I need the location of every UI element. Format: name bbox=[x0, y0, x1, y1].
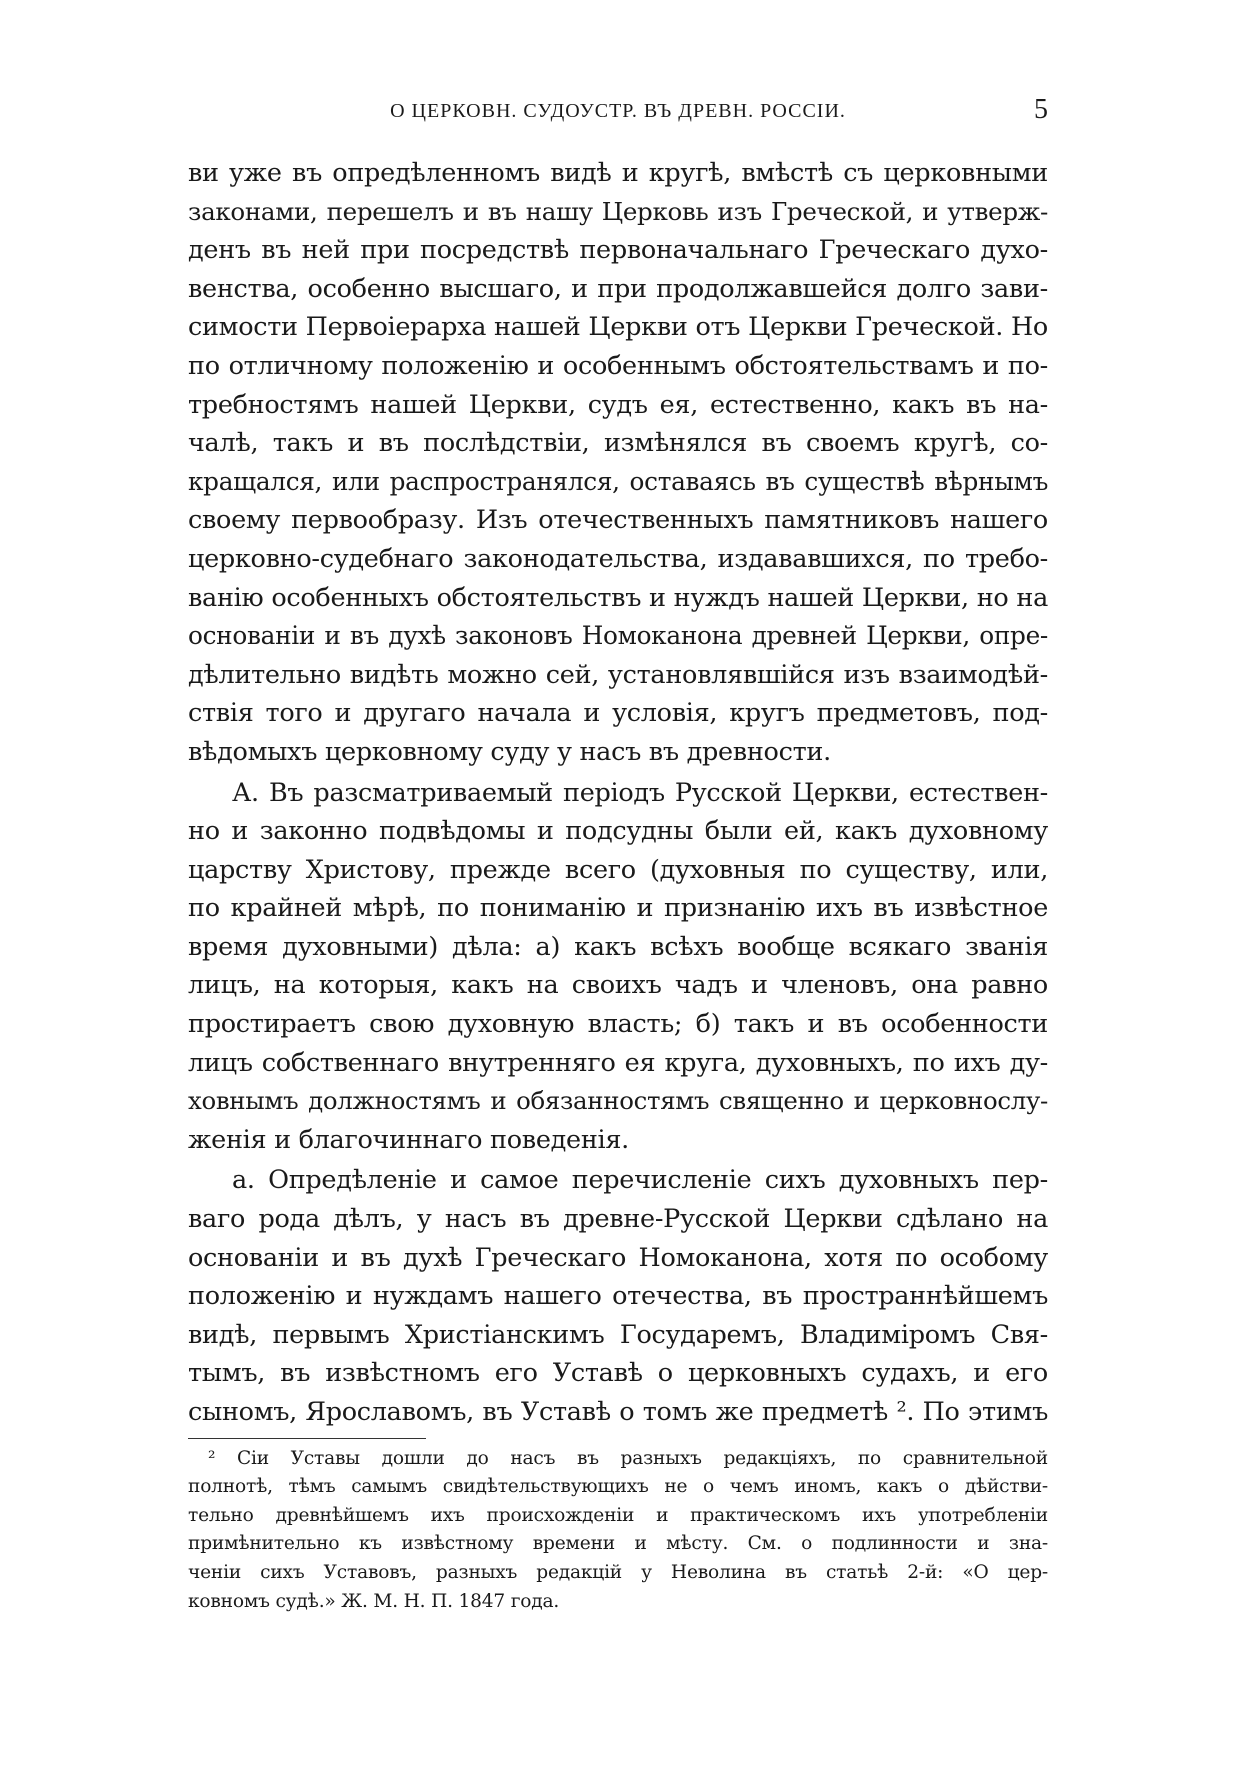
text-line: требностямъ нашей Церкви, судъ ея, естественно, какъ въ на- bbox=[188, 389, 1048, 420]
text-line: дѣлительно видѣть можно сей, установлявшійся изъ взаимодѣй- bbox=[188, 659, 1048, 690]
book-page bbox=[188, 94, 1048, 1616]
running-head bbox=[188, 94, 1048, 140]
footnote-line: полнотѣ, тѣмъ самымъ свидѣтельствующихъ не о чемъ иномъ, какъ о дѣйстви- bbox=[188, 1476, 1048, 1498]
text-line: по крайней мѣрѣ, по пониманію и признанію ихъ въ извѣстное bbox=[188, 893, 1048, 924]
paragraph-3 bbox=[188, 1161, 1048, 1431]
text-line: законами, перешелъ и въ нашу Церковь изъ Греческой, и утверж- bbox=[188, 196, 1048, 226]
text-line: своему первообразу. Изъ отечественныхъ памятниковъ нашего bbox=[188, 505, 1048, 536]
text-line: церковно-судебнаго законодательства, издававшихся, по требо- bbox=[188, 543, 1048, 574]
footnotes bbox=[188, 1445, 1048, 1617]
footnote-line: примѣнительно къ извѣстному времени и мѣсту. См. о подлинности и зна- bbox=[188, 1533, 1048, 1555]
footnote-line: тельно древнѣйшемъ ихъ происхожденіи и практическомъ ихъ употребленіи bbox=[188, 1504, 1048, 1526]
text-line: ваго рода дѣлъ, у насъ въ древне-Русской Церкви сдѣлано на bbox=[188, 1204, 1048, 1235]
text-line: женія и благочиннаго поведенія. bbox=[188, 1124, 629, 1155]
running-title: О ЦЕРКОВН. СУДОУСТР. ВЪ ДРЕВН. РОССІИ. bbox=[390, 100, 846, 122]
text-line: лицъ собственнаго внутренняго ея круга, духовныхъ, по ихъ ду- bbox=[188, 1047, 1048, 1078]
page-number: 5 bbox=[1034, 94, 1048, 125]
text-line: ствія того и другаго начала и условія, кругъ предметовъ, под- bbox=[188, 698, 1048, 729]
text-line: основаніи и въ духѣ законовъ Номоканона древней Церкви, опре- bbox=[188, 621, 1048, 651]
text-line: основаніи и въ духѣ Греческаго Номоканона, хотя по особому bbox=[188, 1242, 1048, 1273]
text-line: венства, особенно высшаго, и при продолжавшейся долго зави- bbox=[188, 273, 1048, 304]
text-line: положенію и нуждамъ нашего отечества, въ пространнѣйшемъ bbox=[188, 1281, 1048, 1312]
text-line: тымъ, въ извѣстномъ его Уставѣ о церковныхъ судахъ, и его bbox=[188, 1358, 1048, 1389]
footnote-line: ² Сіи Уставы дошли до насъ въ разныхъ редакціяхъ, по сравнительной bbox=[208, 1447, 1048, 1469]
text-line: вѣдомыхъ церковному суду у насъ въ древности. bbox=[188, 736, 831, 767]
text-line: по отличному положенію и особеннымъ обстоятельствамъ и по- bbox=[188, 350, 1048, 381]
text-line: кращался, или распространялся, оставаясь въ существѣ вѣрнымъ bbox=[188, 466, 1048, 496]
text-line: простираетъ свою духовную власть; б) такъ и въ особенности bbox=[188, 1009, 1048, 1040]
text-line: а. Опредѣленіе и самое перечисленіе сихъ духовныхъ пер- bbox=[232, 1165, 1048, 1196]
text-line: чалѣ, такъ и въ послѣдствіи, измѣнялся въ своемъ кругѣ, со- bbox=[188, 428, 1048, 459]
footnote-line: ковномъ судѣ.» Ж. М. Н. П. 1847 года. bbox=[188, 1590, 560, 1612]
text-line: лицъ, на которыя, какъ на своихъ чадъ и членовъ, она равно bbox=[188, 970, 1048, 1001]
paragraph-2 bbox=[188, 774, 1048, 1160]
text-line: царству Христову, прежде всего (духовныя по существу, или, bbox=[188, 854, 1048, 885]
footnote-2 bbox=[188, 1445, 1048, 1617]
footnote-line: ченіи сихъ Уставовъ, разныхъ редакцій у Неволина въ статьѣ 2-й: «О цер- bbox=[188, 1561, 1048, 1583]
text-line: А. Въ разсматриваемый періодъ Русской Церкви, естествен- bbox=[232, 777, 1048, 808]
footnote-rule bbox=[188, 1438, 426, 1439]
text-line: время духовными) дѣла: а) какъ всѣхъ вообще всякаго званія bbox=[188, 931, 1048, 962]
paragraph-1 bbox=[188, 154, 1048, 772]
text-line: ви уже въ опредѣленномъ видѣ и кругѣ, вмѣстѣ съ церковными bbox=[188, 158, 1048, 188]
text-line: видѣ, первымъ Христіанскимъ Государемъ, Владиміромъ Свя- bbox=[188, 1319, 1048, 1350]
text-line: ховнымъ должностямъ и обязанностямъ священно и церковнослу- bbox=[188, 1086, 1048, 1116]
text-line: сыномъ, Ярославомъ, въ Уставѣ о томъ же предметѣ ². По этимъ bbox=[188, 1397, 1048, 1427]
body-text bbox=[188, 154, 1048, 1432]
text-line: денъ въ ней при посредствѣ первоначальнаго Греческаго духо- bbox=[188, 235, 1048, 266]
text-line: симости Первоіерарха нашей Церкви отъ Церкви Греческой. Но bbox=[188, 312, 1048, 343]
text-line: но и законно подвѣдомы и подсудны были ей, какъ духовному bbox=[188, 816, 1048, 847]
text-line: ванію особенныхъ обстоятельствъ и нуждъ нашей Церкви, но на bbox=[188, 582, 1048, 613]
